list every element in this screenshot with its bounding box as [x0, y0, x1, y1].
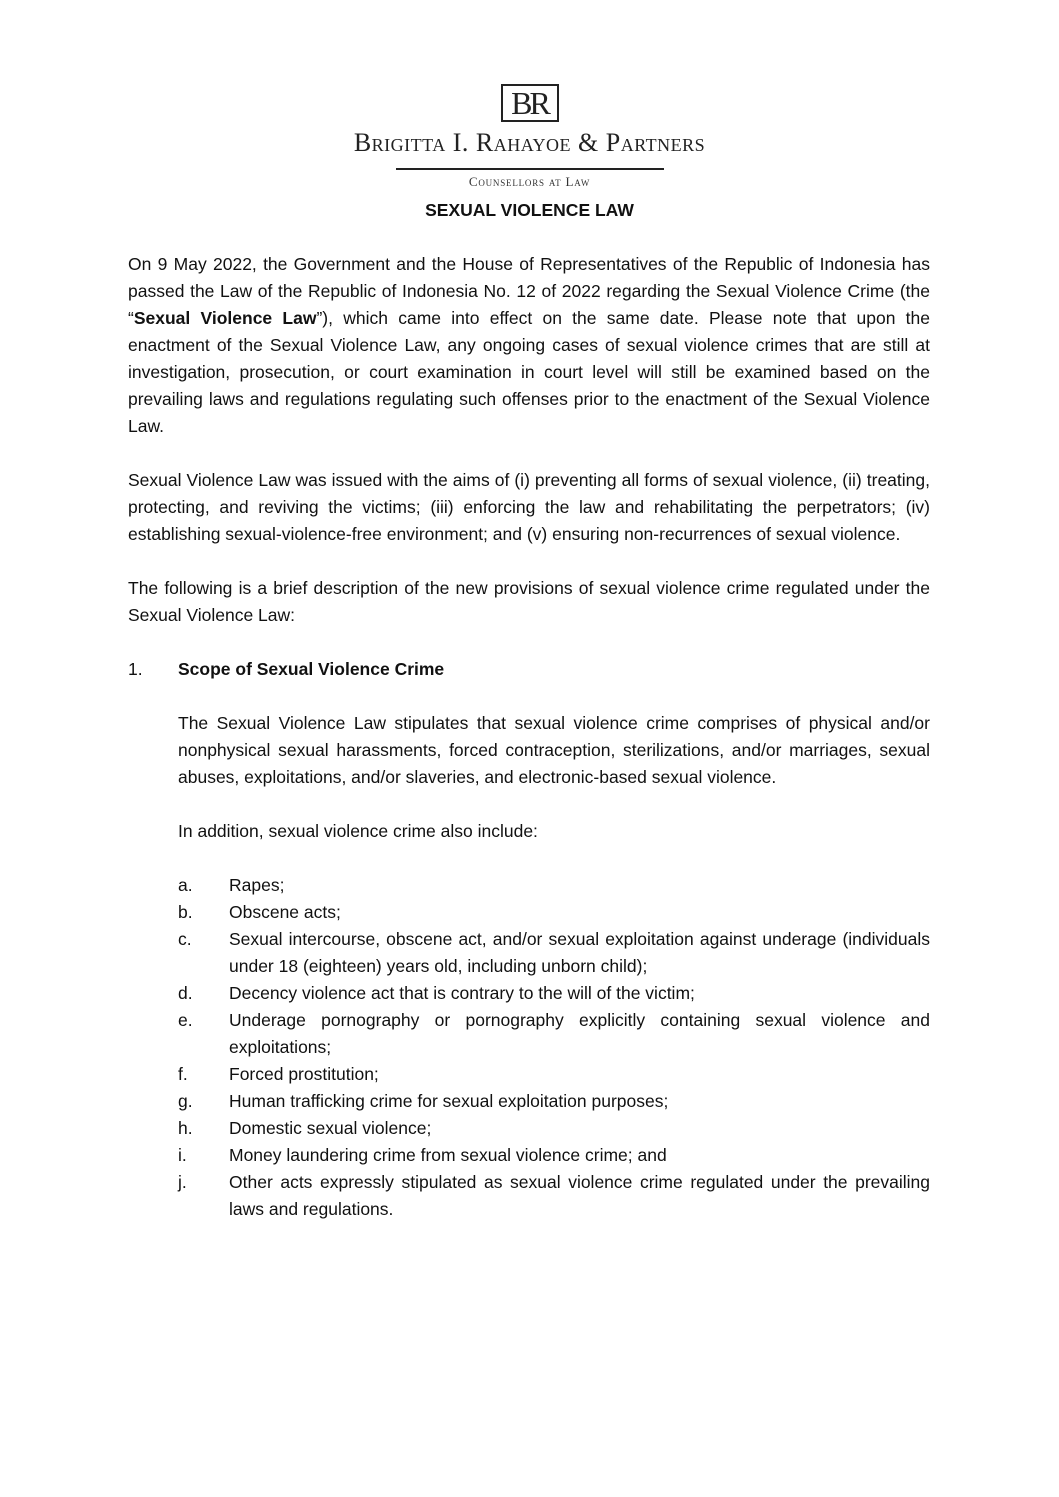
section-title: Scope of Sexual Violence Crime	[178, 659, 445, 679]
list-item	[178, 980, 930, 1007]
list-item-text: Human trafficking crime for sexual exploitation purposes;	[229, 1091, 669, 1111]
section-heading	[128, 656, 930, 683]
list-intro: In addition, sexual violence crime also include:	[178, 821, 538, 841]
list-item-marker: a.	[178, 875, 193, 895]
list-item-text: Domestic sexual violence;	[229, 1118, 432, 1138]
list-item	[178, 1142, 930, 1169]
list-item-marker: c.	[178, 929, 192, 949]
list-item	[178, 1169, 930, 1223]
list-item-marker: i.	[178, 1145, 187, 1165]
crime-list	[178, 872, 930, 1223]
list-item-marker: h.	[178, 1118, 193, 1138]
list-item-marker: j.	[178, 1172, 187, 1192]
section-body	[178, 710, 930, 1223]
list-item	[178, 1061, 930, 1088]
letterhead-rule	[396, 168, 664, 170]
list-item	[178, 926, 930, 980]
paragraph-enactment-lead: On 9 May 2022, the Government and the House of Representatives of the Republic of Indonesia has passed the Law of the Republic of Indonesia No. 12 of 2022 regarding the Sexual Violence Crime (the “	[128, 254, 930, 328]
list-item-marker: d.	[178, 983, 193, 1003]
paragraph-enactment	[128, 251, 930, 440]
list-item	[178, 872, 930, 899]
list-item-text: Decency violence act that is contrary to the will of the victim;	[229, 983, 695, 1003]
section-number: 1.	[128, 659, 143, 679]
list-item-text: Sexual intercourse, obscene act, and/or sexual exploitation against underage (individuals under 18 (eighteen) years old, including unborn child);	[229, 929, 930, 976]
list-item-text: Obscene acts;	[229, 902, 341, 922]
firm-name: Brigitta I. Rahayoe & Partners	[353, 128, 706, 157]
list-item-marker: f.	[178, 1064, 188, 1084]
list-item	[178, 899, 930, 926]
document-title: SEXUAL VIOLENCE LAW	[425, 200, 634, 220]
paragraph-aims: Sexual Violence Law was issued with the aims of (i) preventing all forms of sexual violence, (ii) treating, protecting, and reviving the victims; (iii) enforcing the law and rehabilitating the perpetrators; (iv) establishing sexual-violence-free environment; and (v) ensuring non-recurrences of sexual violence.	[128, 470, 930, 544]
list-item-text: Rapes;	[229, 875, 285, 895]
list-item-text: Money laundering crime from sexual violence crime; and	[229, 1145, 667, 1165]
list-item-marker: b.	[178, 902, 193, 922]
section-paragraph: The Sexual Violence Law stipulates that sexual violence crime comprises of physical and/or nonphysical sexual harassments, forced contraception, sterilizations, and/or marriages, sexual abuses, exploitations, and/or slaveries, and electronic-based sexual violence.	[178, 713, 930, 787]
list-item	[178, 1115, 930, 1142]
list-item-text: Underage pornography or pornography explicitly containing sexual violence and exploitations;	[229, 1010, 930, 1057]
list-item-text: Other acts expressly stipulated as sexual violence crime regulated under the prevailing laws and regulations.	[229, 1172, 930, 1219]
letterhead	[0, 84, 1059, 190]
list-item-marker: e.	[178, 1010, 193, 1030]
list-item-text: Forced prostitution;	[229, 1064, 379, 1084]
firm-tagline: Counsellors at Law	[468, 174, 591, 189]
paragraph-enactment-rest: ”), which came into effect on the same date. Please note that upon the enactment of the Sexual Violence Law, any ongoing cases of sexual violence crimes that are still at investigation, prosecution, or court examination in court level will still be examined based on the prevailing laws and regulations regulating such offenses prior to the enactment of the Sexual Violence Law.	[128, 308, 931, 436]
list-item	[178, 1007, 930, 1061]
document-body	[128, 251, 930, 1223]
list-item-marker: g.	[178, 1091, 193, 1111]
firm-logo: BR	[501, 84, 559, 122]
defined-term: Sexual Violence Law	[133, 308, 317, 328]
list-item	[178, 1088, 930, 1115]
paragraph-overview: The following is a brief description of the new provisions of sexual violence crime regulated under the Sexual Violence Law:	[128, 578, 930, 625]
